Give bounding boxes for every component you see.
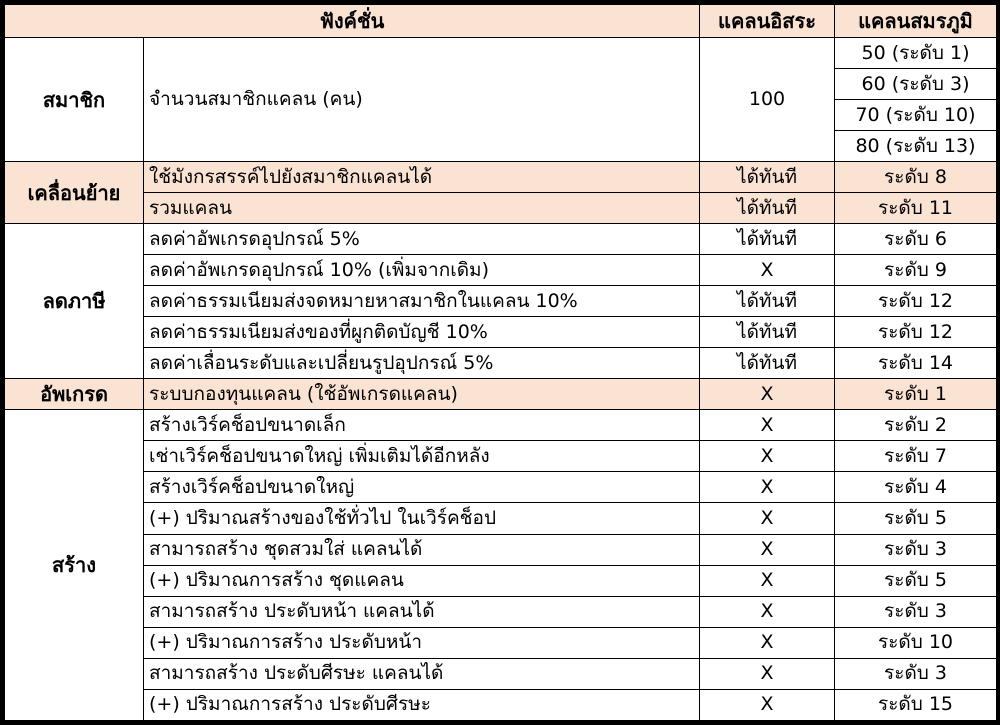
table-frame — [4, 4, 996, 721]
table-row — [5, 596, 997, 627]
alliance-clan-cell: ระดับ 9 — [835, 255, 997, 286]
header-row — [5, 5, 997, 38]
free-clan-cell: X — [700, 658, 835, 689]
free-clan-cell: X — [700, 689, 835, 720]
feature-cell: ลดค่าธรรมเนียมส่งของที่ผูกติดบัญชี 10% — [144, 317, 700, 348]
table-row — [5, 286, 997, 317]
feature-cell: (+) ปริมาณการสร้าง ชุดแคลน — [144, 565, 700, 596]
feature-cell: ใช้มังกรสรรค์ไปยังสมาชิกแคลนได้ — [144, 162, 700, 193]
alliance-clan-cell: ระดับ 15 — [835, 689, 997, 720]
alliance-clan-cell: ระดับ 7 — [835, 441, 997, 472]
table-row — [5, 472, 997, 503]
table-row — [5, 534, 997, 565]
free-clan-cell: X — [700, 534, 835, 565]
feature-cell: ลดค่าอัพเกรดอุปกรณ์ 10% (เพิ่มจากเดิม) — [144, 255, 700, 286]
alliance-clan-cell: ระดับ 3 — [835, 596, 997, 627]
feature-cell: ลดค่าธรรมเนียมส่งจดหมายหาสมาชิกในแคลน 10% — [144, 286, 700, 317]
feature-cell: สามารถสร้าง ประดับหน้า แคลนได้ — [144, 596, 700, 627]
feature-cell: ลดค่าเลื่อนระดับและเปลี่ยนรูปอุปกรณ์ 5% — [144, 348, 700, 379]
table-row — [5, 317, 997, 348]
free-clan-cell: X — [700, 255, 835, 286]
free-clan-cell: ได้ทันที — [700, 224, 835, 255]
free-clan-cell: X — [700, 627, 835, 658]
free-clan-cell: X — [700, 410, 835, 441]
feature-cell: จำนวนสมาชิกแคลน (คน) — [144, 38, 700, 162]
table-row — [5, 410, 997, 441]
table-row — [5, 503, 997, 534]
free-clan-cell: X — [700, 596, 835, 627]
table-row — [5, 441, 997, 472]
table-row — [5, 658, 997, 689]
alliance-clan-cell: ระดับ 6 — [835, 224, 997, 255]
header-function: ฟังค์ชั่น — [5, 5, 700, 38]
header-alliance-clan: แคลนสมรภูมิ — [835, 5, 997, 38]
alliance-clan-cell: ระดับ 2 — [835, 410, 997, 441]
table-row — [5, 627, 997, 658]
alliance-level-cell: 70 (ระดับ 10) — [835, 100, 997, 131]
table-row — [5, 689, 997, 720]
alliance-clan-cell: ระดับ 12 — [835, 286, 997, 317]
clan-comparison-table — [4, 4, 997, 721]
table-row — [5, 565, 997, 596]
alliance-clan-cell: ระดับ 12 — [835, 317, 997, 348]
free-clan-cell: X — [700, 503, 835, 534]
feature-cell: สามารถสร้าง ประดับศีรษะ แคลนได้ — [144, 658, 700, 689]
table-row — [5, 224, 997, 255]
feature-cell: สามารถสร้าง ชุดสวมใส่ แคลนได้ — [144, 534, 700, 565]
alliance-clan-cell: ระดับ 11 — [835, 193, 997, 224]
alliance-clan-cell: ระดับ 14 — [835, 348, 997, 379]
category-tax-reduction: ลดภาษี — [5, 224, 144, 379]
feature-cell: ลดค่าอัพเกรดอุปกรณ์ 5% — [144, 224, 700, 255]
free-clan-cell: X — [700, 472, 835, 503]
alliance-clan-cell: ระดับ 3 — [835, 658, 997, 689]
feature-cell: (+) ปริมาณการสร้าง ประดับศีรษะ — [144, 689, 700, 720]
alliance-level-cell: 60 (ระดับ 3) — [835, 69, 997, 100]
table-row — [5, 255, 997, 286]
feature-cell: (+) ปริมาณการสร้าง ประดับหน้า — [144, 627, 700, 658]
feature-cell: ระบบกองทุนแคลน (ใช้อัพเกรดแคลน) — [144, 379, 700, 410]
category-members: สมาชิก — [5, 38, 144, 162]
feature-cell: รวมแคลน — [144, 193, 700, 224]
alliance-clan-cell: ระดับ 5 — [835, 503, 997, 534]
alliance-clan-cell: ระดับ 5 — [835, 565, 997, 596]
table-row — [5, 348, 997, 379]
alliance-clan-cell: ระดับ 1 — [835, 379, 997, 410]
feature-cell: สร้างเวิร์คช็อปขนาดใหญ่ — [144, 472, 700, 503]
table-row — [5, 379, 997, 410]
feature-cell: (+) ปริมาณสร้างของใช้ทั่วไป ในเวิร์คช็อป — [144, 503, 700, 534]
free-clan-cell: ได้ทันที — [700, 286, 835, 317]
category-upgrade: อัพเกรด — [5, 379, 144, 410]
free-clan-cell: ได้ทันที — [700, 348, 835, 379]
free-clan-cell: ได้ทันที — [700, 317, 835, 348]
free-clan-cell: ได้ทันที — [700, 193, 835, 224]
feature-cell: สร้างเวิร์คช็อปขนาดเล็ก — [144, 410, 700, 441]
free-clan-cell: ได้ทันที — [700, 162, 835, 193]
free-clan-cell: 100 — [700, 38, 835, 162]
alliance-clan-cell: ระดับ 4 — [835, 472, 997, 503]
alliance-clan-cell: ระดับ 8 — [835, 162, 997, 193]
free-clan-cell: X — [700, 441, 835, 472]
category-crafting: สร้าง — [5, 410, 144, 721]
alliance-level-cell: 50 (ระดับ 1) — [835, 38, 997, 69]
free-clan-cell: X — [700, 379, 835, 410]
category-movement: เคลื่อนย้าย — [5, 162, 144, 224]
free-clan-cell: X — [700, 565, 835, 596]
table-row — [5, 193, 997, 224]
feature-cell: เช่าเวิร์คช็อปขนาดใหญ่ เพิ่มเติมได้อีกหลัง — [144, 441, 700, 472]
table-row — [5, 38, 997, 69]
header-free-clan: แคลนอิสระ — [700, 5, 835, 38]
alliance-clan-cell: ระดับ 3 — [835, 534, 997, 565]
table-row — [5, 162, 997, 193]
alliance-clan-cell: ระดับ 10 — [835, 627, 997, 658]
alliance-level-cell: 80 (ระดับ 13) — [835, 131, 997, 162]
